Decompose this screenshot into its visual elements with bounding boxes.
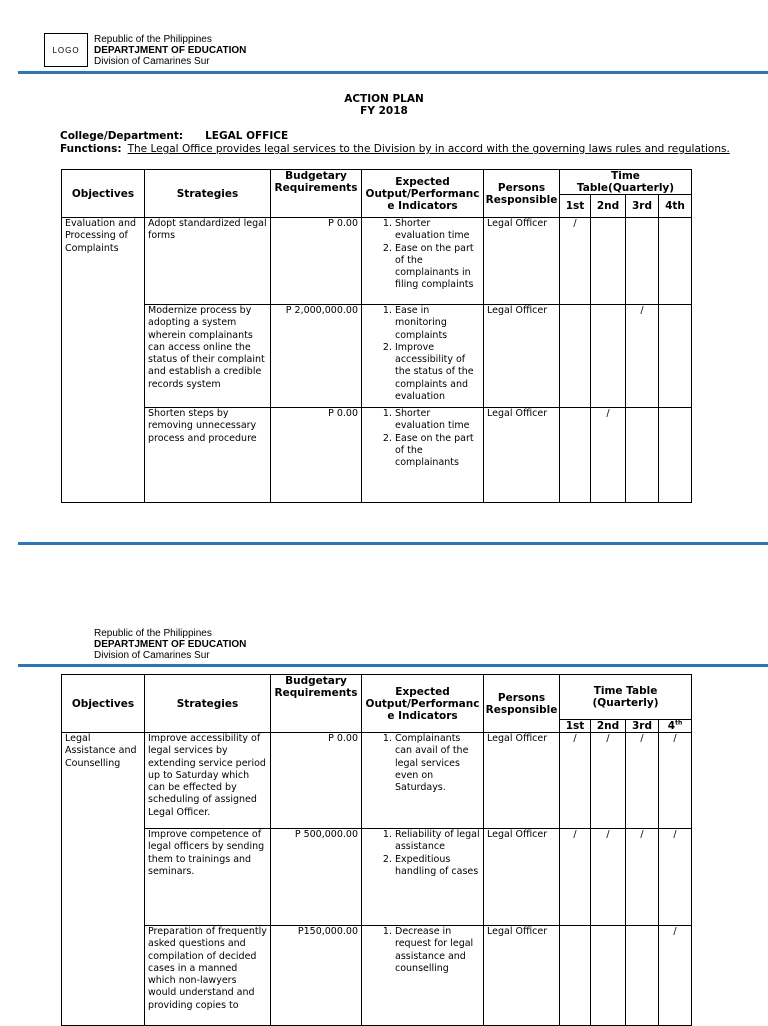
table2-header-objectives: Objectives <box>62 675 145 733</box>
indicators-cell <box>362 218 484 305</box>
indicator-item: 1. Ease in monitoring complaints <box>395 305 480 342</box>
functions-line <box>60 144 730 155</box>
indicators-cell <box>362 926 484 1026</box>
table1-header-budget: Budgetary Requirements <box>271 170 362 218</box>
person-cell: Legal Officer <box>484 733 560 829</box>
table2-header-q1: 1st <box>560 720 591 733</box>
person-cell: Legal Officer <box>484 408 560 503</box>
functions-value: The Legal Office provides legal services to the Division by in accord with the governing laws rules and regulations. <box>127 143 730 155</box>
table1-row <box>62 408 692 503</box>
letterhead-division: Division of Camarines Sur <box>94 56 210 67</box>
table1-header-objectives: Objectives <box>62 170 145 218</box>
budget-cell: P 500,000.00 <box>271 829 362 926</box>
quarter-mark-q4: / <box>659 733 692 829</box>
table2-row <box>62 733 692 829</box>
table2-objective: Legal Assistance and Counselling <box>62 733 145 1026</box>
indicator-item: 1. Shorter evaluation time <box>395 218 480 243</box>
table2-header-budget: Budgetary Requirements <box>271 675 362 733</box>
strategy-cell: Shorten steps by removing unnecessary process and procedure <box>145 408 271 503</box>
budget-cell: P 2,000,000.00 <box>271 305 362 408</box>
quarter-mark-q3: / <box>626 733 659 829</box>
quarter-mark-q2: / <box>591 408 626 503</box>
indicator-item: 2. Improve accessibility of the status of the complaints and evaluation <box>395 342 480 403</box>
indicator-item: 2. Ease on the part of the complainants <box>395 433 480 470</box>
table1-header-q2: 2nd <box>591 195 626 218</box>
indicator-item: 1. Shorter evaluation time <box>395 408 480 433</box>
quarter-mark-q4 <box>659 305 692 408</box>
person-cell: Legal Officer <box>484 305 560 408</box>
quarter-mark-q1: / <box>560 218 591 305</box>
table2-header-q4 <box>659 720 692 733</box>
quarter-mark-q2 <box>591 926 626 1026</box>
indicators-cell <box>362 305 484 408</box>
table2-header-strategies: Strategies <box>145 675 271 733</box>
quarter-mark-q3: / <box>626 829 659 926</box>
strategy-cell: Preparation of frequently asked questions and compilation of decided cases in a manned which non-lawyers would understand and providing copies to <box>145 926 271 1026</box>
quarter-mark-q4 <box>659 218 692 305</box>
letterhead-department: DEPARTJMENT OF EDUCATION <box>94 45 247 56</box>
indicator-item: 2. Expeditious handling of cases <box>395 854 480 879</box>
indicator-item: 1. Complainants can avail of the legal services even on Saturdays. <box>395 733 480 794</box>
person-cell: Legal Officer <box>484 218 560 305</box>
quarter-mark-q1 <box>560 408 591 503</box>
quarter-mark-q3 <box>626 408 659 503</box>
quarter-mark-q1: / <box>560 733 591 829</box>
document-title <box>0 93 768 117</box>
table1-header-row <box>62 170 692 195</box>
header-rule-2 <box>18 664 768 667</box>
table2-header-q2: 2nd <box>591 720 626 733</box>
quarter-mark-q2 <box>591 218 626 305</box>
title-action-plan: ACTION PLAN <box>344 93 424 105</box>
budget-cell: P 0.00 <box>271 408 362 503</box>
quarter-mark-q3 <box>626 218 659 305</box>
letterhead-department: DEPARTJMENT OF EDUCATION <box>94 639 247 650</box>
table2-header-timetable: Time Table (Quarterly) <box>560 675 692 720</box>
table2-row <box>62 926 692 1026</box>
table2-header-persons: Persons Responsible <box>484 675 560 733</box>
quarter-mark-q1: / <box>560 829 591 926</box>
table1-header-output: Expected Output/Performanc e Indicators <box>362 170 484 218</box>
letterhead-2 <box>94 628 246 661</box>
table2-header-row <box>62 675 692 720</box>
strategy-cell: Improve accessibility of legal services by extending service period up to Saturday which can be effected by scheduling of assigned Legal Officer. <box>145 733 271 829</box>
college-label: College/Department: <box>60 130 184 142</box>
quarter-mark-q2 <box>591 305 626 408</box>
quarter-mark-q3 <box>626 926 659 1026</box>
indicators-cell <box>362 733 484 829</box>
quarter-mark-q2: / <box>591 733 626 829</box>
strategy-cell: Adopt standardized legal forms <box>145 218 271 305</box>
table1-header-timetable: Time Table(Quarterly) <box>560 170 692 195</box>
action-plan-table-1 <box>61 169 692 503</box>
indicators-cell <box>362 408 484 503</box>
quarter-mark-q2: / <box>591 829 626 926</box>
indicator-item: 1. Reliability of legal assistance <box>395 829 480 854</box>
quarter-mark-q3: / <box>626 305 659 408</box>
table1-objective: Evaluation and Processing of Complaints <box>62 218 145 503</box>
indicator-item: 2. Ease on the part of the complainants in filing complaints <box>395 243 480 292</box>
header-rule-1 <box>18 71 768 74</box>
budget-cell: P 0.00 <box>271 218 362 305</box>
indicator-item: 1. Decrease in request for legal assistance and counselling <box>395 926 480 975</box>
college-value: LEGAL OFFICE <box>205 130 289 142</box>
quarter-mark-q4 <box>659 408 692 503</box>
letterhead-1 <box>94 34 246 67</box>
table1-header-strategies: Strategies <box>145 170 271 218</box>
action-plan-table-2 <box>61 674 692 1026</box>
title-fiscal-year: FY 2018 <box>360 105 408 117</box>
budget-cell: P 0.00 <box>271 733 362 829</box>
quarter-mark-q4: / <box>659 926 692 1026</box>
quarter-mark-q1 <box>560 305 591 408</box>
q4-suffix: th <box>675 719 683 727</box>
person-cell: Legal Officer <box>484 829 560 926</box>
budget-cell: P150,000.00 <box>271 926 362 1026</box>
letterhead-division: Division of Camarines Sur <box>94 650 210 661</box>
person-cell: Legal Officer <box>484 926 560 1026</box>
table2-row <box>62 829 692 926</box>
functions-label: Functions: <box>60 143 122 155</box>
table1-row <box>62 218 692 305</box>
page-divider-rule <box>18 542 768 545</box>
q4-number: 4 <box>667 720 676 732</box>
indicators-cell <box>362 829 484 926</box>
table2-header-output: Expected Output/Performanc e Indicators <box>362 675 484 733</box>
quarter-mark-q4: / <box>659 829 692 926</box>
letterhead-republic: Republic of the Philippines <box>94 628 212 639</box>
strategy-cell: Modernize process by adopting a system wherein complainants can access online the status of their complaint and establish a credible records system <box>145 305 271 408</box>
table2-header-q3: 3rd <box>626 720 659 733</box>
quarter-mark-q1 <box>560 926 591 1026</box>
table1-row <box>62 305 692 408</box>
table1-header-q1: 1st <box>560 195 591 218</box>
logo: LOGO <box>44 33 88 67</box>
college-department-line <box>60 131 288 142</box>
letterhead-republic: Republic of the Philippines <box>94 34 212 45</box>
table1-header-persons: Persons Responsible <box>484 170 560 218</box>
strategy-cell: Improve competence of legal officers by sending them to trainings and seminars. <box>145 829 271 926</box>
table1-header-q3: 3rd <box>626 195 659 218</box>
table1-header-q4: 4th <box>659 195 692 218</box>
